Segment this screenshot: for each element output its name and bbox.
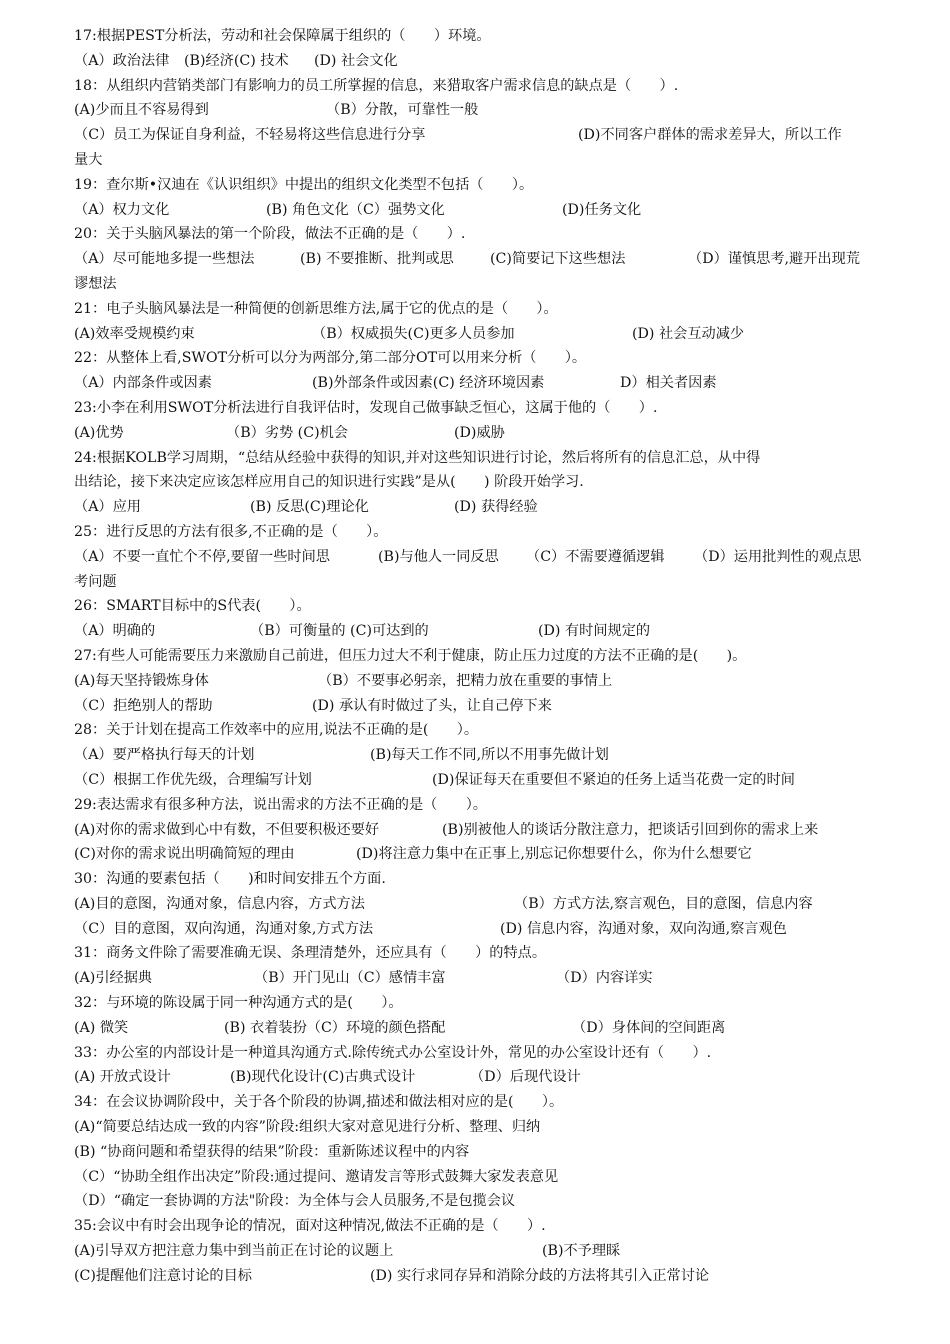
option-a: (A)效率受规模约束	[74, 325, 195, 342]
question-22: 22：从整体上看,SWOT分析可以分为两部分,第二部分OT可以用来分析（ ）。	[74, 350, 587, 367]
option-d: （D）身体间的空间距离	[572, 1019, 726, 1036]
option-a: （A）内部条件或因素	[74, 375, 212, 392]
option-c: （C）目的意图，双向沟通，沟通对象,方式方法	[74, 920, 374, 937]
option-bc: (B)现代化设计(C)古典式设计	[230, 1069, 416, 1086]
option-d-part: （D）谨慎思考,避开出现荒	[688, 251, 860, 268]
option-c: (C)提醒他们注意讨论的目标	[74, 1267, 252, 1284]
question-35: 35:会议中有时会出现争论的情况，面对这种情况,做法不正确的是（ ）.	[74, 1218, 546, 1235]
question-17: 17:根据PEST分析法，劳动和社会保障属于组织的（ ）环境。	[74, 28, 491, 44]
option-c: （C）员工为保证自身利益，不轻易将这些信息进行分享	[74, 127, 426, 144]
option-a: (A) 开放式设计	[74, 1069, 171, 1086]
option-bc: (B) 衣着装扮（C）环境的颜色搭配	[224, 1019, 446, 1036]
option-d: (D) 实行求同存异和消除分歧的方法将其引入正常讨论	[370, 1267, 710, 1284]
question-33: 33：办公室的内部设计是一种道具沟通方式.除传统式办公室设计外，常见的办公室设计还有（ ）.	[74, 1044, 712, 1061]
option-a: (A)每天坚持锻炼身体	[74, 672, 209, 689]
option-d: (D)威胁	[454, 424, 505, 441]
options-28-cd	[74, 768, 900, 793]
option-b: (B) 不要推断、批判或思	[300, 251, 454, 268]
question-31: 31：商务文件除了需要准确无误、条理清楚外，还应具有（ ）的特点。	[74, 945, 547, 962]
option-c: （C）不需要遵循逻辑	[526, 548, 665, 565]
option-a: (A)引经据典	[74, 970, 153, 987]
option-b: （B）不要事必躬亲，把精力放在重要的事情上	[318, 672, 613, 689]
option-d: (D) 承认有时做过了头，让自己停下来	[312, 697, 552, 714]
options-23	[74, 421, 900, 446]
option-b: （B）分散，可靠性一般	[326, 102, 479, 119]
option-c: (C)简要记下这些想法	[490, 251, 626, 268]
question-21: 21：电子头脑风暴法是一种简便的创新思维方法,属于它的优点的是（ ）。	[74, 300, 558, 317]
option-bc: （B）权威损失(C)更多人员参加	[312, 325, 515, 342]
option-bc: (B) 角色文化（C）强势文化	[266, 201, 445, 218]
options-32	[74, 1016, 900, 1041]
option-d-part: （D）运用批判性的观点思	[694, 548, 862, 565]
option-a: (A)引导双方把注意力集中到当前正在讨论的议题上	[74, 1243, 394, 1260]
option-c: (C)对你的需求说出明确简短的理由	[74, 846, 295, 863]
option-d: (D)将注意力集中在正事上,别忘记你想要什么，你为什么想要它	[356, 846, 752, 863]
option-b: (B)与他人一同反思	[378, 548, 499, 565]
option-bc: （B）开门见山（C）感情丰富	[254, 970, 446, 987]
options-30-ab	[74, 892, 900, 917]
option-b: (B)不予理睬	[542, 1243, 621, 1260]
option-a: （A）权力文化	[74, 201, 170, 218]
option-c: （C）“协助全组作出决定”阶段:通过提问、邀请发言等形式鼓舞大家发表意见	[74, 1168, 559, 1185]
question-19: 19：查尔斯•汉迪在《认识组织》中提出的组织文化类型不包括（ ）。	[74, 176, 534, 193]
question-18: 18：从组织内营销类部门有影响力的员工所掌握的信息，来猎取客户需求信息的缺点是（ ）.	[74, 77, 679, 94]
option-a: （A）要严格执行每天的计划	[74, 747, 255, 764]
option-d: (D) 社会文化	[314, 52, 398, 69]
options-18	[74, 98, 900, 123]
options-27-ab	[74, 669, 900, 694]
options-19	[74, 198, 900, 223]
options-35-ab	[74, 1239, 900, 1264]
option-d: (D) 有时间规定的	[538, 623, 651, 640]
question-20: 20：关于头脑风暴法的第一个阶段，做法不正确的是（ ）.	[74, 226, 466, 243]
option-d: D）相关者因素	[620, 375, 717, 392]
option-bc: (B) 反思(C)理论化	[250, 499, 369, 516]
option-a: （A）应用	[74, 499, 141, 516]
options-29-cd	[74, 842, 900, 867]
options-24	[74, 495, 900, 520]
question-25: 25：进行反思的方法有很多,不正确的是（ ）。	[74, 523, 388, 540]
option-a: (A) 微笑	[74, 1019, 129, 1036]
options-28-ab	[74, 743, 900, 768]
option-a: （A）明确的	[74, 623, 156, 640]
option-a: (A)目的意图，沟通对象，信息内容，方式方法	[74, 895, 365, 912]
option-c: （C）拒绝别人的帮助	[74, 697, 213, 714]
option-a: （A）不要一直忙个不停,要留一些时间思	[74, 548, 330, 565]
question-24-continued: 出结论，接下来决定应该怎样应用自己的知识进行实践”是从( ) 阶段开始学习.	[74, 474, 584, 491]
options-22	[74, 371, 900, 396]
option-d: （D）“确定一套协调的方法"阶段：为全体与会人员服务,不是包揽会议	[74, 1193, 516, 1210]
options-21	[74, 322, 900, 347]
option-a: (A)对你的需求做到心中有数，不但要积极还要好	[74, 821, 380, 838]
option-a: (A)“简要总结达成一致的内容”阶段:组织大家对意见进行分析、整理、归纳	[74, 1119, 541, 1136]
option-d: (D) 社会互动减少	[632, 325, 745, 342]
options-26	[74, 619, 900, 644]
options-18-cd	[74, 123, 900, 148]
option-bc: （B）劣势 (C)机会	[226, 424, 348, 441]
option-c: （C）根据工作优先级，合理编写计划	[74, 771, 312, 788]
question-27: 27:有些人可能需要压力来激励自己前进，但压力过大不利于健康，防止压力过度的方法不正确的是( )。	[74, 647, 747, 664]
option-d: (D) 信息内容，沟通对象，双向沟通,察言观色	[500, 920, 787, 937]
option-d: (D) 获得经验	[454, 499, 538, 516]
option-bc: （B）可衡量的 (C)可达到的	[250, 623, 429, 640]
options-33	[74, 1065, 900, 1090]
option-a: (A)优势	[74, 424, 124, 441]
question-32: 32：与环境的陈设属于同一种沟通方式的是( ）。	[74, 995, 403, 1012]
options-25	[74, 545, 900, 570]
option-a: (A)少而且不容易得到	[74, 102, 209, 119]
question-26: 26：SMART目标中的S代表( ）。	[74, 598, 311, 615]
option-d-part: (D)不同客户群体的需求差异大，所以工作	[578, 127, 842, 144]
option-b: (B)别被他人的谈话分散注意力，把谈话引回到你的需求上来	[442, 821, 819, 838]
option-d-continued: 量大	[74, 151, 103, 168]
option-b: (B)每天工作不同,所以不用事先做计划	[370, 747, 609, 764]
option-b: (B)经济(C) 技术	[184, 52, 289, 69]
options-30-cd	[74, 917, 900, 942]
question-34: 34：在会议协调阶段中，关于各个阶段的协调,描述和做法相对应的是( ）。	[74, 1094, 564, 1111]
option-a: （A）尽可能地多提一些想法	[74, 251, 255, 268]
option-d: (D)任务文化	[562, 201, 642, 218]
question-24: 24:根据KOLB学习周期，“总结从经验中获得的知识,并对这些知识进行讨论，然后将所有的信息汇总，从中得	[74, 449, 761, 466]
option-d: （D）内容详实	[556, 970, 653, 987]
options-20	[74, 247, 900, 272]
options-27-cd	[74, 694, 900, 719]
option-a: （A）政治法律	[74, 52, 170, 69]
option-d-continued: 谬想法	[74, 275, 117, 292]
option-b: （B）方式方法,察言观色，目的意图，信息内容	[514, 895, 813, 912]
options-29-ab	[74, 818, 900, 843]
option-d: （D）后现代设计	[470, 1069, 581, 1086]
option-d: (D)保证每天在重要但不紧迫的任务上适当花费一定的时间	[432, 771, 795, 788]
question-29: 29:表达需求有很多种方法，说出需求的方法不正确的是（ ）。	[74, 796, 487, 813]
option-bc: (B)外部条件或因素(C) 经济环境因素	[312, 375, 545, 392]
question-23: 23:小李在利用SWOT分析法进行自我评估时，发现自己做事缺乏恒心，这属于他的（ ）.	[74, 399, 658, 416]
options-35-cd	[74, 1264, 900, 1289]
options-17	[74, 49, 900, 74]
question-28: 28：关于计划在提高工作效率中的应用,说法不正确的是( ）。	[74, 722, 479, 739]
option-d-continued: 考问题	[74, 573, 117, 590]
option-b: (B) “协商问题和希望获得的结果”阶段：重新陈述议程中的内容	[74, 1143, 470, 1160]
question-30: 30：沟通的要素包括（ )和时间安排五个方面.	[74, 871, 386, 888]
options-31	[74, 966, 900, 991]
